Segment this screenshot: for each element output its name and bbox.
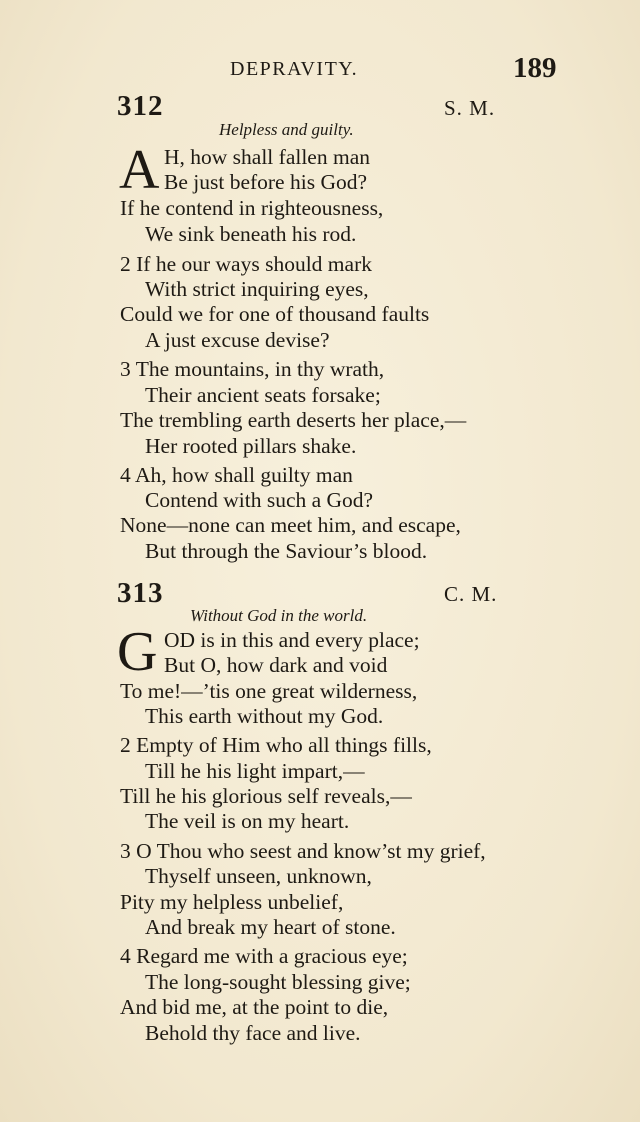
verse-line: 3 The mountains, in thy wrath,	[120, 357, 385, 381]
verse-line: 2 If he our ways should mark	[120, 252, 372, 276]
verse-line: To me!—’tis one great wilderness,	[120, 679, 418, 703]
verse-line: 3 O Thou who seest and know’st my grief,	[120, 839, 486, 863]
verse-line: With strict inquiring eyes,	[145, 277, 369, 301]
verse-line: Behold thy face and live.	[145, 1021, 361, 1045]
verse-line: Till he his light impart,—	[145, 759, 365, 783]
verse-line: The long-sought blessing give;	[145, 970, 411, 994]
verse-line: The veil is on my heart.	[145, 809, 350, 833]
verse-line: This earth without my God.	[145, 704, 384, 728]
verse-line: Thyself unseen, unknown,	[145, 864, 372, 888]
verse-line: Their ancient seats forsake;	[145, 383, 381, 407]
running-head	[0, 52, 640, 86]
hymn-subtitle: Without God in the world.	[190, 606, 368, 625]
verse-line: A just excuse devise?	[145, 328, 330, 352]
verse-line: None—none can meet him, and escape,	[120, 513, 461, 537]
drop-cap: A	[119, 139, 160, 201]
drop-cap: G	[117, 621, 158, 683]
hymn-subtitle: Helpless and guilty.	[219, 120, 354, 139]
verse-line: Till he his glorious self reveals,—	[120, 784, 412, 808]
verse-line: We sink beneath his rod.	[145, 222, 357, 246]
hymn-meter: C. M.	[444, 582, 498, 606]
verse-line: But through the Saviour’s blood.	[145, 539, 428, 563]
verse-line: If he contend in righteousness,	[120, 196, 384, 220]
verse-line: 4 Regard me with a gracious eye;	[120, 944, 408, 968]
verse-line: Could we for one of thousand faults	[120, 302, 430, 326]
verse-line: 4 Ah, how shall guilty man	[120, 463, 353, 487]
hymn-number: 312	[117, 90, 164, 122]
page-number: 189	[513, 52, 557, 84]
verse-line: The trembling earth deserts her place,—	[120, 408, 467, 432]
verse-line: OD is in this and every place;	[164, 628, 420, 652]
verse-line: Her rooted pillars shake.	[145, 434, 357, 458]
hymn-meter: S. M.	[444, 96, 496, 120]
section-title: DEPRAVITY.	[230, 58, 359, 80]
verse-line: Contend with such a God?	[145, 488, 374, 512]
verse-line: Pity my helpless unbelief,	[120, 890, 344, 914]
verse-line: Be just before his God?	[164, 170, 368, 194]
hymn-number: 313	[117, 577, 164, 609]
verse-line: And break my heart of stone.	[145, 915, 396, 939]
verse-line: H, how shall fallen man	[164, 145, 370, 169]
verse-line: But O, how dark and void	[164, 653, 388, 677]
verse-line: And bid me, at the point to die,	[120, 995, 389, 1019]
verse-line: 2 Empty of Him who all things fills,	[120, 733, 432, 757]
